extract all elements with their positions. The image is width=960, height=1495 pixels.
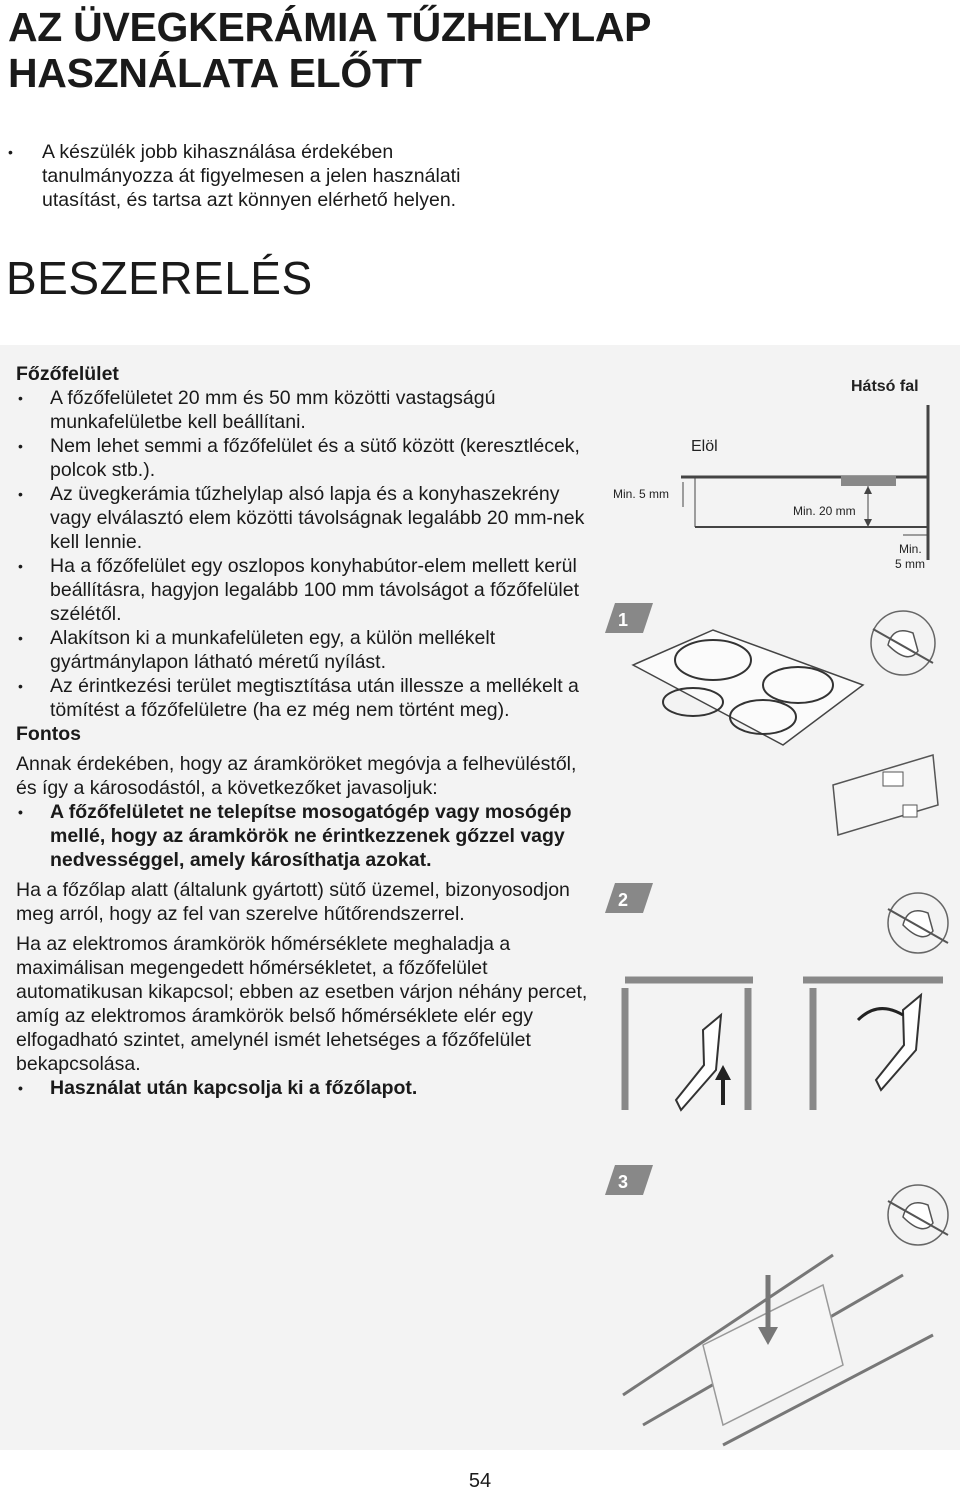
warning-bullet: • A főzőfelületet ne telepítse mosogatógép vagy mosógép mellé, hogy az áramkörök ne érintkezzenek gőzzel vagy nedvességgel, amely károsíthatja azokat.	[16, 800, 601, 872]
list-item: • Az üvegkerámia tűzhelylap alsó lapja és a konyhaszekrény vagy elválasztó elem közötti távolságnak legalább 20 mm-nek kell lennie.	[16, 482, 601, 554]
list-item: • Az érintkezési terület megtisztítása után illessze a mellékelt a tömítést a főzőfelületre (ha ez még nem történt meg).	[16, 674, 601, 722]
label-min-5mm: Min. 5 mm	[613, 487, 670, 501]
step-3-number: 3	[618, 1172, 629, 1192]
list-item: • Nem lehet semmi a főzőfelület és a sütő között (keresztlécek, polcok stb.).	[16, 434, 601, 482]
installation-figure	[603, 345, 960, 1450]
label-min-20mm: Min. 20 mm	[793, 504, 856, 518]
list-item: • Alakítson ki a munkafelületen egy, a külön mellékelt gyártmánylapon látható méretű nyílást.	[16, 626, 601, 674]
step-1-number: 1	[618, 610, 629, 630]
final-bullet: • Használat után kapcsolja ki a főzőlapot.	[16, 1076, 601, 1100]
important-heading: Fontos	[16, 723, 81, 745]
label-min-5mm-side-2: 5 mm	[895, 557, 925, 571]
title-line-1: AZ ÜVEGKERÁMIA TŰZHELYLAP	[8, 4, 652, 50]
installation-content	[16, 362, 601, 1100]
step-2-number: 2	[618, 890, 629, 910]
label-front: Elöl	[691, 438, 718, 455]
step-3-illustration	[605, 1165, 948, 1445]
title-line-2: HASZNÁLATA ELŐTT	[8, 50, 422, 96]
label-back-wall: Hátsó fal	[851, 378, 919, 395]
subheading: Főzőfelület	[16, 363, 119, 385]
intro-bullet: • A készülék jobb kihasználása érdekében tanulmányozza át figyelmesen a jelen használati utasítást, és tartsa azt könnyen elérhető helyen.	[8, 140, 478, 212]
page-title	[8, 4, 651, 96]
label-min-5mm-side-1: Min.	[899, 542, 922, 556]
important-text: Annak érdekében, hogy az áramköröket megóvja a felhevüléstől, és így a károsodástól, a következőket javasoljuk:	[16, 753, 577, 799]
step-1-illustration	[605, 603, 938, 835]
clearance-diagram	[613, 378, 928, 571]
step-2-illustration	[605, 883, 948, 1110]
list-item: • A főzőfelületet 20 mm és 50 mm közötti vastagságú munkafelületbe kell beállítani.	[16, 386, 601, 434]
page-number: 54	[468, 1470, 492, 1492]
temperature-paragraph: Ha az elektromos áramkörök hőmérséklete meghaladja a maximálisan megengedett hőmérsékletet, a főzőfelület automatikusan kikapcsol; ebben az esetben várjon néhány percet, amíg az elektromos áramkörök belső hőmérséklete elér egy elfogadható szintet, amelynél ismét lehetséges a főzőfelület bekapcsolása.	[16, 933, 588, 1075]
section-title: BESZERELÉS	[6, 252, 313, 304]
oven-paragraph: Ha a főzőlap alatt (általunk gyártott) sütő üzemel, bizonyosodjon meg arról, hogy az fel van szerelve hűtőrendszerrel.	[16, 879, 570, 925]
intro-section	[8, 140, 478, 212]
list-item: • Ha a főzőfelület egy oszlopos konyhabútor-elem mellett kerül beállításra, hagyjon legalább 100 mm távolságot a főzőfelület szélétől.	[16, 554, 601, 626]
